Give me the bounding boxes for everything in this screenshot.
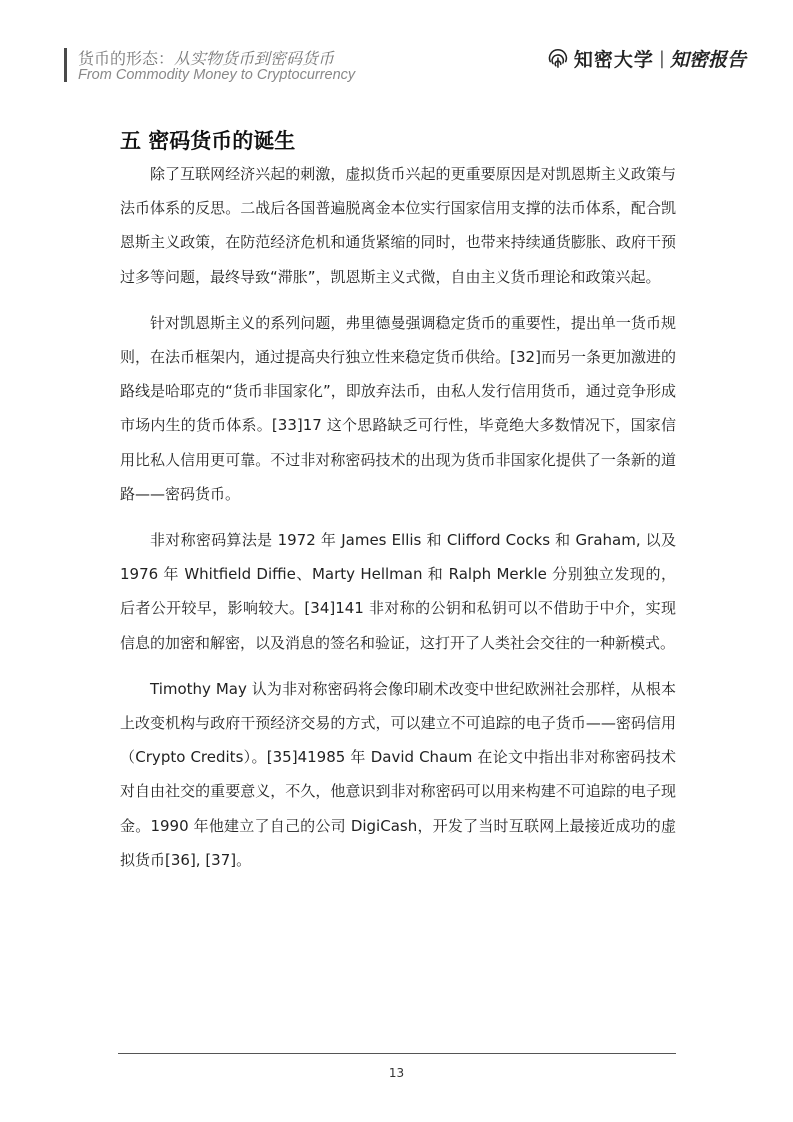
logo-sub: 知密报告 (669, 48, 746, 71)
paragraph-2: 针对凯恩斯主义的系列问题，弗里德曼强调稳定货币的重要性，提出单一货币规则，在法币框架内，通过提高央行独立性来稳定货币供给。[32]而另一条更加激进的路线是哈耶克的“货币非国家化”，即放弃法币，由私人发行信用货币，通过竞争形成市场内生的货币体系。[33]17 这个思路缺乏可行性，毕竟绝大多数情况下，国家信用比私人信用更可靠。不过非对称密码技术的出现为货币非国家化提供了一条新的道路——密码货币。 (120, 313, 676, 503)
header-title-sub: 从实物货币到密码货币 (174, 49, 335, 68)
page-number: 13 (388, 1066, 405, 1080)
logo (546, 40, 746, 76)
header-title-cn (78, 46, 334, 69)
paragraph-4: Timothy May 认为非对称密码将会像印刷术改变中世纪欧洲社会那样，从根本上改变机构与政府干预经济交易的方式，可以建立不可追踪的电子货币——密码信用（Crypto Credits）。[35]41985 年 David Chaum 在论文中指出非对称密码技术对自由社交的重要意义，不久，他意识到非对称密码可以用来构建不可追踪的电子现金。1990 年他建立了自己的公司 DigiCash，开发了当时互联网上最接近成功的虚拟货币[36], [37]。 (120, 679, 676, 869)
logo-name: 知密大学 (573, 48, 654, 71)
section-heading: 五 密码货币的诞生 (120, 129, 296, 153)
fingerprint-icon (546, 41, 570, 75)
header-title-main: 货币的形态： (78, 49, 175, 68)
header-title-en: From Commodity Money to Cryptocurrency (78, 67, 356, 83)
header-accent-bar (64, 48, 67, 82)
logo-separator: | (658, 47, 665, 69)
body-content (120, 157, 676, 889)
paragraph-3: 非对称密码算法是 1972 年 James Ellis 和 Clifford Cocks 和 Graham, 以及 1976 年 Whitfield Diffie、Marty Hellman 和 Ralph Merkle 分别独立发现的，后者公开较早，影响较大。[34]141 非对称的公钥和私钥可以不借助于中介，实现信息的加密和解密，以及消息的签名和验证，这打开了人类社会交往的一种新模式。 (120, 531, 676, 652)
paragraph-1: 除了互联网经济兴起的刺激，虚拟货币兴起的更重要原因是对凯恩斯主义政策与法币体系的反思。二战后各国普遍脱离金本位实行国家信用支撑的法币体系，配合凯恩斯主义政策，在防范经济危机和通货紧缩的同时，也带来持续通货膨胀、政府干预过多等问题，最终导致“滞胀”，凯恩斯主义式微，自由主义货币理论和政策兴起。 (120, 165, 676, 286)
footer-rule (118, 1053, 676, 1054)
